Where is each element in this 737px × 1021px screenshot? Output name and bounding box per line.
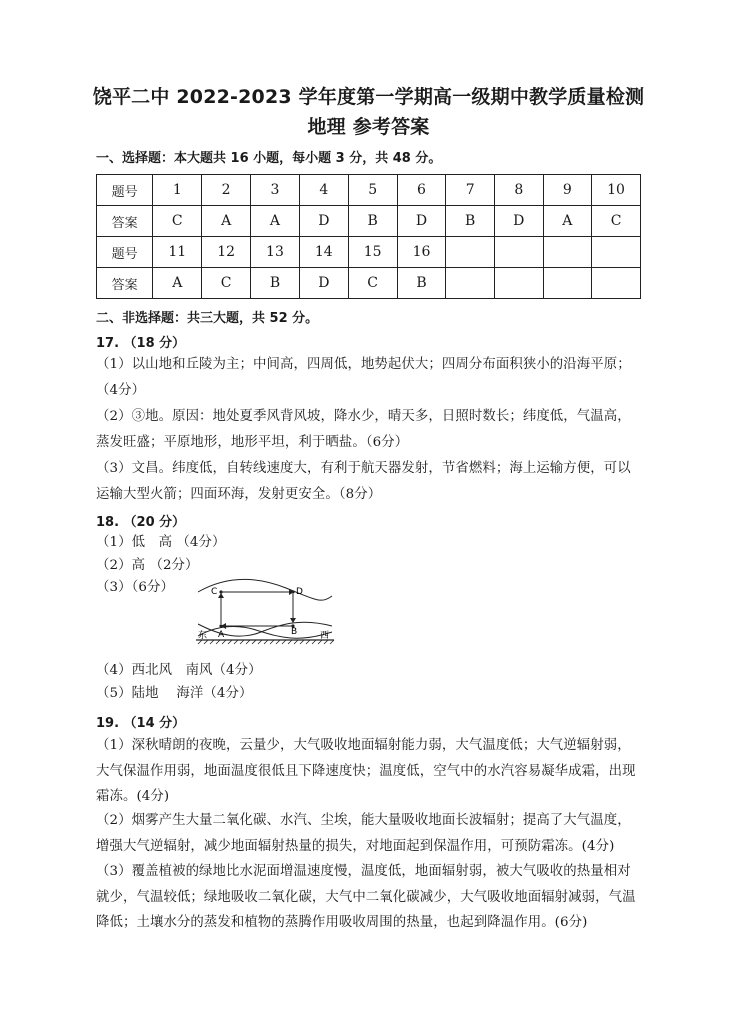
table-cell: 8 — [494, 175, 543, 206]
upper-isobar-curve — [198, 579, 332, 600]
point-a — [219, 624, 222, 627]
q19-answer-3: （3）覆盖植被的绿地比水泥面增温速度慢，温度低，地面辐射弱，被大气吸收的热量相对就少，气温较低；绿地吸收二氧化碳，大气中二氧化碳减少，大气吸收地面辐射减弱，气温降低；土壤水分的蒸发和植物的蒸腾作用吸收周围的热量，也起到降温作用。(6分) — [96, 864, 636, 930]
table-cell: A — [251, 206, 300, 237]
table-cell: 13 — [251, 237, 300, 268]
table-row — [97, 175, 641, 206]
table-row — [97, 206, 641, 237]
q19-answer-1: （1）深秋晴朗的夜晚，云量少，大气吸收地面辐射能力弱，大气温度低；大气逆辐射弱，大气保温作用弱，地面温度很低且下降速度快；温度低，空气中的水汽容易凝华成霜，出现霜冻。(4分) — [96, 738, 636, 804]
table-cell: 5 — [348, 175, 397, 206]
table-cell — [592, 237, 641, 268]
table-cell — [494, 237, 543, 268]
section2-heading: 二、非选择题：共三大题，共 52 分。 — [96, 311, 319, 326]
table-cell: 7 — [446, 175, 495, 206]
row-label-question: 题号 — [97, 175, 153, 206]
table-cell: 11 — [153, 237, 202, 268]
document-subtitle: 地理 参考答案 — [307, 116, 430, 138]
label-west: 西 — [320, 631, 330, 641]
table-cell — [543, 268, 592, 299]
row-label-answer: 答案 — [97, 206, 153, 237]
point-d — [291, 590, 294, 593]
label-b: B — [291, 627, 298, 637]
label-d: D — [296, 587, 303, 597]
label-east: 东 — [198, 631, 208, 641]
q18-answer-3: （3）（6分） — [96, 580, 174, 595]
table-cell: 14 — [299, 237, 348, 268]
q17-answer-1: （1）以山地和丘陵为主；中间高，四周低，地势起伏大；四周分布面积狭小的沿海平原；（4分） — [96, 357, 631, 398]
table-cell: D — [494, 206, 543, 237]
table-cell: C — [348, 268, 397, 299]
table-cell — [592, 268, 641, 299]
label-a: A — [218, 630, 225, 640]
table-cell: 9 — [543, 175, 592, 206]
table-cell — [446, 268, 495, 299]
table-cell: D — [299, 206, 348, 237]
table-cell: 15 — [348, 237, 397, 268]
table-cell — [543, 237, 592, 268]
table-cell — [494, 268, 543, 299]
q19-answer-2: （2）烟雾产生大量二氧化碳、水汽、尘埃，能大量吸收地面长波辐射；提高了大气温度，增强大气逆辐射，减少地面辐射热量的损失，对地面起到保温作用，可预防霜冻。(4分) — [96, 813, 631, 854]
table-cell — [446, 237, 495, 268]
table-cell: 4 — [299, 175, 348, 206]
table-cell: B — [251, 268, 300, 299]
table-cell: 1 — [153, 175, 202, 206]
answer-table — [96, 174, 641, 299]
q19-label: 19. （14 分） — [96, 716, 186, 731]
table-cell: B — [348, 206, 397, 237]
arrowhead-up-icon — [218, 593, 224, 598]
q18-answer-2: （2）高 （2分） — [96, 558, 199, 573]
table-cell: 2 — [202, 175, 251, 206]
table-cell: 12 — [202, 237, 251, 268]
label-c: C — [211, 587, 218, 597]
table-cell: B — [397, 268, 446, 299]
q17-answer-3: （3）文昌。纬度低，自转线速度大，有利于航天器发射，节省燃料；海上运输方便，可以运输大型火箭；四面环海，发射更安全。（8分） — [96, 461, 631, 502]
table-cell: 10 — [592, 175, 641, 206]
q17-label: 17. （18 分） — [96, 336, 186, 351]
circulation-diagram — [196, 574, 336, 650]
table-cell: C — [202, 268, 251, 299]
row-label-question: 题号 — [97, 237, 153, 268]
table-cell: B — [446, 206, 495, 237]
q17-answer-2: （2）③地。原因：地处夏季风背风坡，降水少，晴天多，日照时数长；纬度低，气温高，蒸发旺盛；平原地形，地形平坦，利于晒盐。（6分） — [96, 409, 631, 450]
table-cell: C — [592, 206, 641, 237]
table-row — [97, 237, 641, 268]
table-row — [97, 268, 641, 299]
table-cell: 16 — [397, 237, 446, 268]
q18-answer-1: （1）低 高 （4分） — [96, 535, 226, 550]
q18-answer-5: （5）陆地 海洋（4分） — [96, 686, 253, 701]
q18-answer-4: （4）西北风 南风（4分） — [96, 663, 262, 678]
table-cell: C — [153, 206, 202, 237]
table-cell: A — [202, 206, 251, 237]
table-cell: D — [299, 268, 348, 299]
table-cell: 3 — [251, 175, 300, 206]
table-cell: A — [153, 268, 202, 299]
table-cell: 6 — [397, 175, 446, 206]
table-cell: D — [397, 206, 446, 237]
row-label-answer: 答案 — [97, 268, 153, 299]
section1-heading: 一、选择题：本大题共 16 小题，每小题 3 分，共 48 分。 — [96, 151, 442, 166]
document-title: 饶平二中 2022-2023 学年度第一学期高一级期中教学质量检测 — [92, 86, 645, 108]
point-c — [219, 590, 222, 593]
table-cell: A — [543, 206, 592, 237]
q18-label: 18. （20 分） — [96, 515, 186, 530]
